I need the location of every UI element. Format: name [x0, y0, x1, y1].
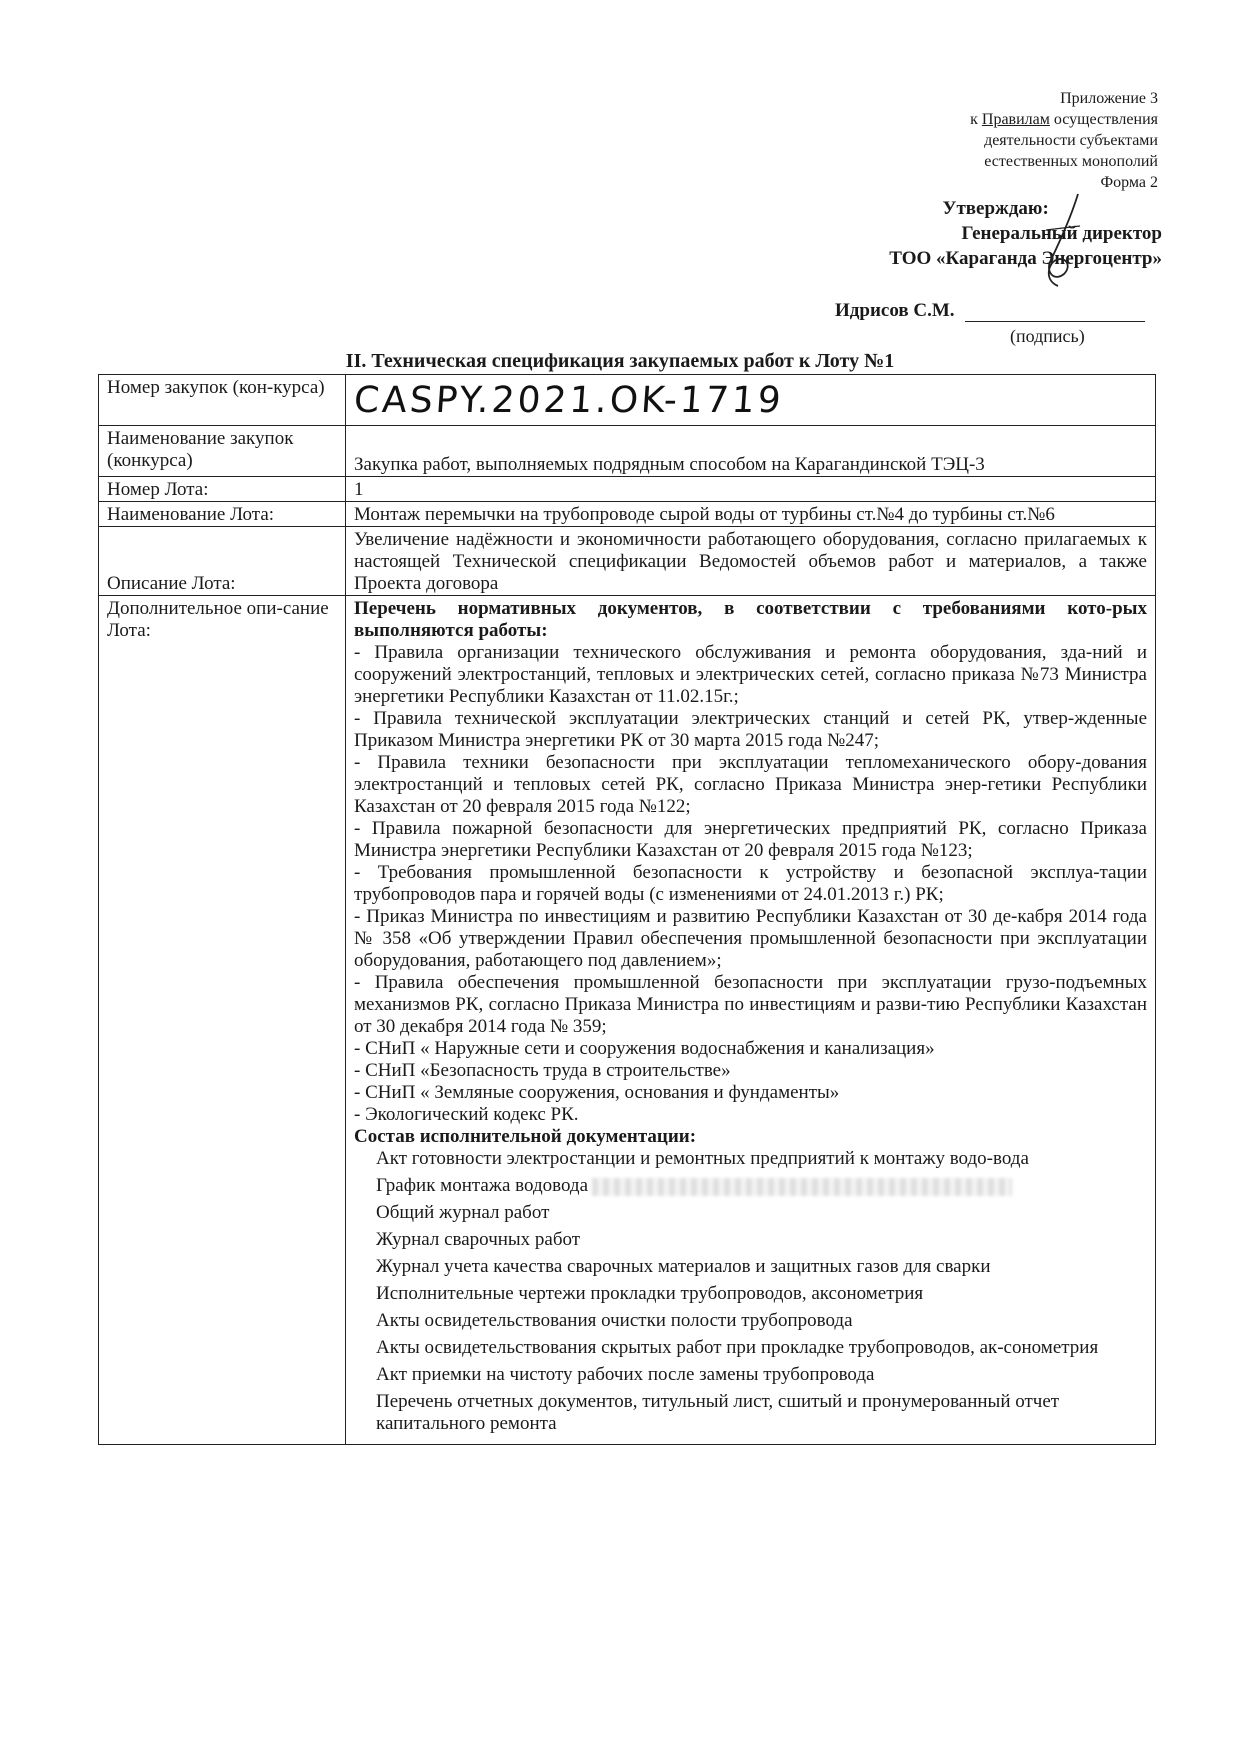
list-item: - Правила техники безопасности при эксплуатации тепломеханического обору-дования электростанций и тепловых сетей РК, согласно Приказа Министра энер-гетики Республики Казахстан от 20 февраля 2015 года №122; — [354, 752, 1147, 817]
list-item: - Требования промышленной безопасности к устройству и безопасной эксплуа-тации трубопроводов пара и горячей воды (с изменениями от 24.01.2013 г.) РК; — [354, 862, 1147, 905]
doc-text: График монтажа водовода — [376, 1175, 589, 1196]
signatory-name: Идрисов С.М. — [835, 300, 955, 321]
list-item: Акт готовности электростанции и ремонтных предприятий к монтажу водо-вода — [376, 1148, 1029, 1169]
row-label: Наименование закупок (конкурса) — [99, 426, 346, 477]
table-row — [99, 527, 1156, 596]
requirements-heading: Перечень нормативных документов, в соответствии с требованиями кото-рых выполняются работы: — [354, 598, 1147, 641]
row-label: Наименование Лота: — [99, 502, 346, 527]
list-item: - СНиП « Земляные сооружения, основания и фундаменты» — [354, 1082, 840, 1103]
specification-table — [98, 374, 1156, 1445]
row-value: 1 — [346, 477, 1156, 502]
appendix-line: естественных монополий — [984, 153, 1158, 170]
appendix-line: деятельности субъектами — [984, 132, 1158, 149]
list-item: - Правила пожарной безопасности для энергетических предприятий РК, согласно Приказа Министра энергетики Республики Казахстан от 20 февраля 2015 года №123; — [354, 818, 1147, 861]
list-item: - СНиП «Безопасность труда в строительстве» — [354, 1060, 731, 1081]
list-item: - Экологический кодекс РК. — [354, 1104, 579, 1125]
table-row — [99, 502, 1156, 527]
list-item: Акты освидетельствования скрытых работ при прокладке трубопроводов, ак-сонометрия — [376, 1337, 1099, 1358]
appendix-line: Форма 2 — [1100, 174, 1158, 191]
table-row — [99, 375, 1156, 426]
row-label: Номер Лота: — [99, 477, 346, 502]
list-item: - Приказ Министра по инвестициям и развитию Республики Казахстан от 30 де-кабря 2014 года № 358 «Об утверждении Правил обеспечения промышленной безопасности при эксплуатации оборудования, работающего под давлением»; — [354, 906, 1147, 971]
approve-label: Утверждаю: — [942, 198, 1049, 219]
list-item: Журнал учета качества сварочных материалов и защитных газов для сварки — [376, 1256, 991, 1277]
list-item: Перечень отчетных документов, титульный лист, сшитый и пронумерованный отчет капитального ремонта — [376, 1391, 1060, 1434]
docs-heading: Состав исполнительной документации: — [354, 1126, 697, 1147]
signature-caption: (подпись) — [1010, 326, 1085, 346]
table-row — [99, 477, 1156, 502]
handwritten-signature — [1040, 190, 1100, 300]
list-item: Акт приемки на чистоту рабочих после замены трубопровода — [376, 1364, 875, 1385]
appendix-line: Приложение 3 — [1060, 90, 1158, 107]
list-item: Исполнительные чертежи прокладки трубопроводов, аксонометрия — [376, 1283, 924, 1304]
list-item — [376, 1175, 1147, 1197]
row-label: Номер закупок (кон-курса) — [99, 375, 346, 426]
approval-block — [889, 196, 1162, 271]
additional-description — [346, 596, 1156, 1445]
approve-position: Генеральный директор — [961, 223, 1162, 244]
section-title: II. Техническая спецификация закупаемых работ к Лоту №1 — [345, 350, 895, 372]
row-value — [346, 375, 1156, 426]
table-row — [99, 596, 1156, 1445]
signature-line — [965, 301, 1145, 322]
table-row — [99, 426, 1156, 477]
list-item: - Правила технической эксплуатации электрических станций и сетей РК, утвер-жденные Приказом Министра энергетики РК от 30 марта 2015 года №247; — [354, 708, 1147, 751]
approve-company: ТОО «Караганда Энергоцентр» — [889, 248, 1162, 269]
docs-list — [354, 1148, 1147, 1435]
list-item: - Правила обеспечения промышленной безопасности при эксплуатации грузо-подъемных механизмов РК, согласно Приказа Министра по инвестициям и разви-тию Республики Казахстан от 30 декабря 2014 года № 359; — [354, 972, 1147, 1037]
list-item: Акты освидетельствования очистки полости трубопровода — [376, 1310, 853, 1331]
list-item: - Правила организации технического обслуживания и ремонта оборудования, зда-ний и сооружений электростанций, тепловых и электрических сетей, согласно приказа №73 Министра энергетики Республики Казахстан от 11.02.15г.; — [354, 642, 1147, 707]
row-label: Описание Лота: — [99, 527, 346, 596]
procurement-number: CASPY.2021.OK-1719 — [352, 380, 785, 421]
row-value: Закупка работ, выполняемых подрядным способом на Карагандинской ТЭЦ-3 — [346, 426, 1156, 477]
list-item: - СНиП « Наружные сети и сооружения водоснабжения и канализация» — [354, 1038, 935, 1059]
smudge-mark — [592, 1178, 1012, 1196]
appendix-line: к Правилам осуществления — [970, 111, 1158, 128]
signatory-row — [835, 300, 1145, 322]
appendix-header — [970, 88, 1158, 193]
requirements-list — [354, 642, 1147, 1126]
list-item: Журнал сварочных работ — [376, 1229, 581, 1250]
row-value: Увеличение надёжности и экономичности работающего оборудования, согласно прилагаемых к настоящей Технической спецификации Ведомостей объемов работ и материалов, а также Проекта договора — [346, 527, 1156, 596]
row-label: Дополнительное опи-сание Лота: — [99, 596, 346, 1445]
list-item: Общий журнал работ — [376, 1202, 550, 1223]
row-value: Монтаж перемычки на трубопроводе сырой воды от турбины ст.№4 до турбины ст.№6 — [346, 502, 1156, 527]
